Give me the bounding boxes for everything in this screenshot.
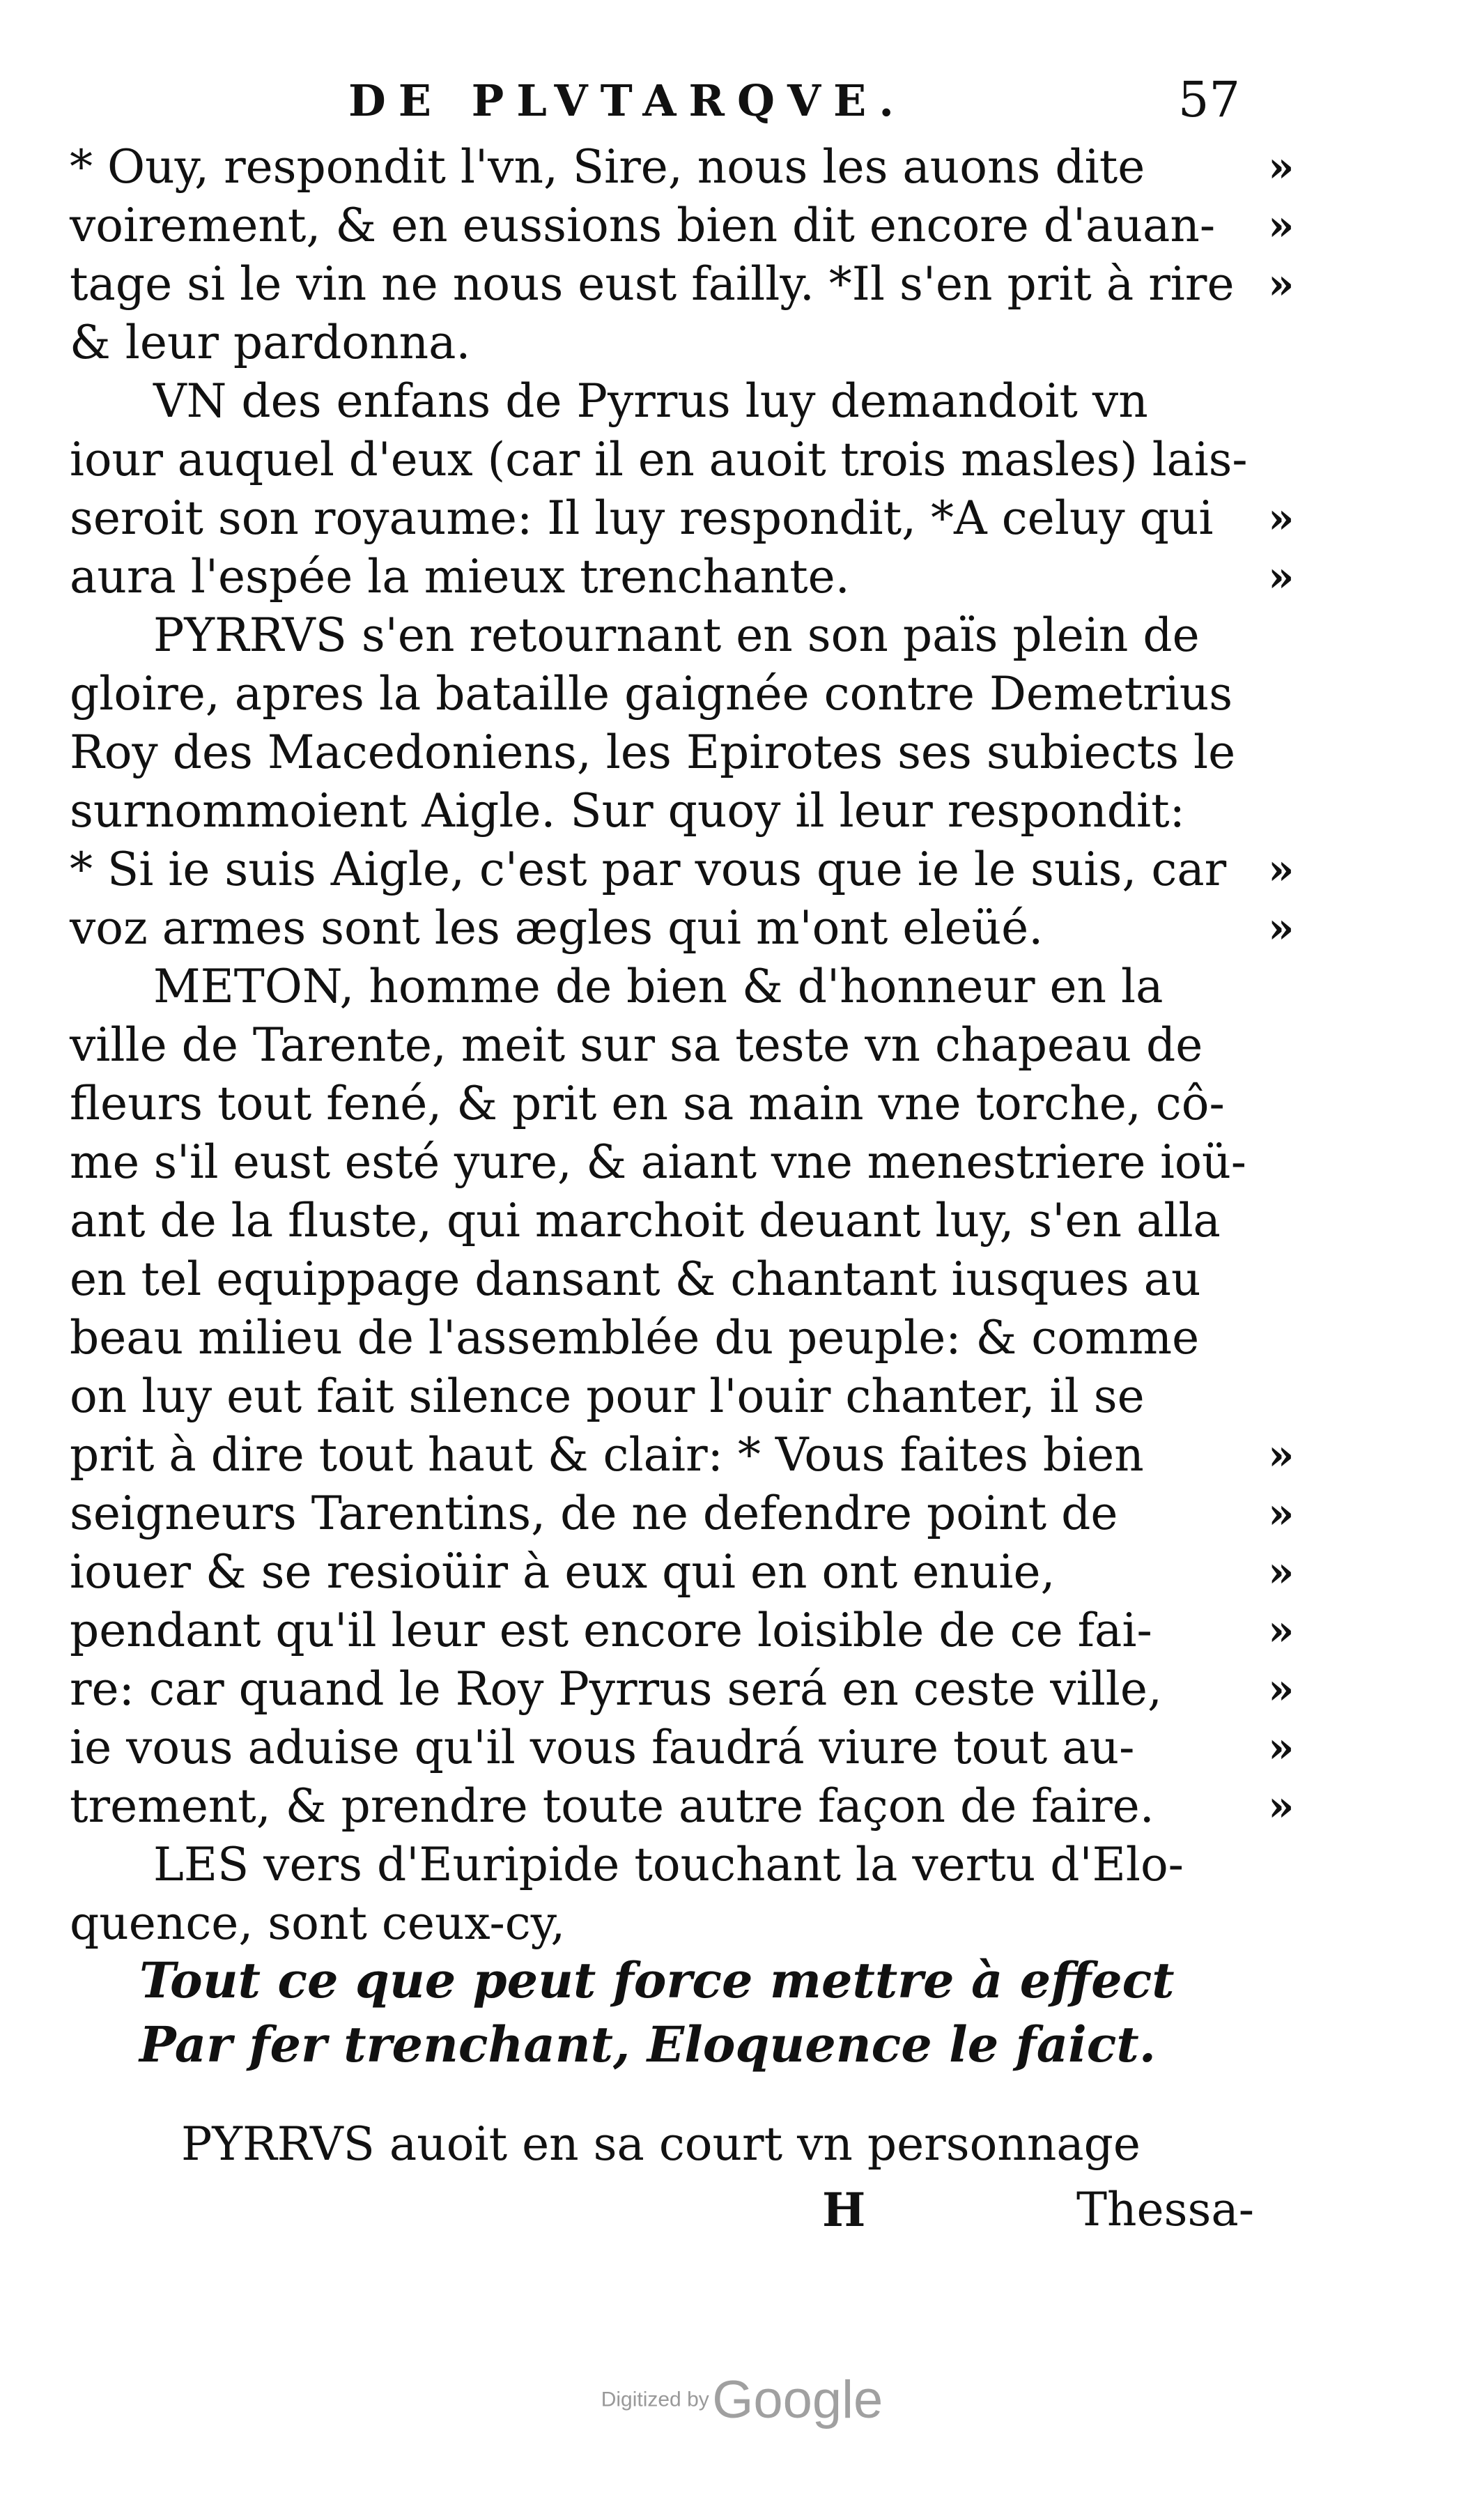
text-line-content: surnommoient Aigle. Sur quoy il leur respondit: — [70, 784, 1185, 838]
text-line-content: VN des enfans de Pyrrus luy demandoit vn — [153, 374, 1148, 428]
text-line-content: voz armes sont les ægles qui m'ont eleüé. — [70, 901, 1044, 955]
text-line-content: prit à dire tout haut & clair: * Vous faites bien — [70, 1428, 1144, 1482]
quotation-mark: » — [1268, 201, 1294, 250]
text-line — [70, 1309, 1247, 1367]
text-line-content: aura l'espée la mieux trenchante. — [70, 550, 850, 604]
text-line — [70, 606, 1247, 665]
text-line-content: pendant qu'il leur est encore loisible de ce fai- — [70, 1604, 1152, 1657]
text-line-content: quence, sont ceux-cy, — [70, 1896, 566, 1950]
text-line-content: * Si ie suis Aigle, c'est par vous que ie le suis, car — [70, 843, 1227, 896]
signature-line — [822, 2179, 1254, 2241]
text-line-content: * Ouy, respondit l'vn, Sire, nous les auons dite — [70, 140, 1145, 194]
text-line — [70, 138, 1294, 197]
verse-line: Par fer trenchant, Eloquence le faict. — [139, 2016, 1157, 2073]
text-line-content: beau milieu de l'assemblée du peuple: & comme — [70, 1311, 1200, 1365]
text-line — [70, 197, 1294, 255]
text-line-content: PYRRVS s'en retournant en son païs plein de — [153, 608, 1200, 662]
text-line-content: ville de Tarente, meit sur sa teste vn chapeau de — [70, 1018, 1203, 1072]
text-line — [70, 1484, 1294, 1543]
text-line — [70, 314, 1247, 372]
text-line — [70, 723, 1247, 782]
quotation-mark: » — [1268, 553, 1294, 601]
text-line-content: Roy des Macedoniens, les Epirotes ses subiects le — [70, 726, 1236, 779]
text-line — [70, 1075, 1247, 1133]
digitization-footer — [0, 2370, 1484, 2430]
text-line — [70, 840, 1294, 899]
text-line — [70, 958, 1247, 1016]
text-line — [70, 1133, 1247, 1192]
closing-line: PYRRVS auoit en sa court vn personnage — [181, 2117, 1141, 2171]
quotation-mark: » — [1268, 494, 1294, 543]
text-line — [70, 899, 1294, 958]
text-line-content: trement, & prendre toute autre façon de faire. — [70, 1779, 1154, 1833]
quotation-mark: » — [1268, 1782, 1294, 1831]
text-line — [70, 1250, 1247, 1309]
text-line-content: en tel equippage dansant & chantant iusques au — [70, 1252, 1201, 1306]
text-line — [70, 1192, 1247, 1250]
quotation-mark: » — [1268, 845, 1294, 894]
text-line — [70, 1426, 1294, 1484]
text-line-content: me s'il eust esté yure, & aiant vne menestriere ioü- — [70, 1135, 1246, 1189]
quotation-mark: » — [1268, 1724, 1294, 1772]
text-line-content: on luy eut fait silence pour l'ouir chanter, il se — [70, 1369, 1145, 1423]
text-line-content: tage si le vin ne nous eust failly. *Il s'en prit à rire — [70, 257, 1235, 311]
text-line — [70, 1367, 1247, 1426]
text-line-content: fleurs tout fené, & prit en sa main vne torche, cô- — [70, 1077, 1225, 1130]
text-line — [70, 372, 1247, 431]
text-line — [70, 255, 1294, 314]
verse-line: Tout ce que peut force mettre à effect — [139, 1951, 1175, 2009]
quotation-mark: » — [1268, 1665, 1294, 1714]
text-line — [70, 1777, 1294, 1836]
text-line — [70, 782, 1247, 840]
text-line — [70, 665, 1247, 723]
text-line-content: LES vers d'Euripide touchant la vertu d'Elo- — [153, 1838, 1184, 1891]
signature-mark: H — [822, 2183, 866, 2237]
quotation-mark: » — [1268, 143, 1294, 192]
quotation-mark: » — [1268, 904, 1294, 953]
text-line-content: iour auquel d'eux (car il en auoit trois masles) lais- — [70, 433, 1248, 486]
text-line — [70, 431, 1247, 489]
text-line-content: seigneurs Tarentins, de ne defendre point de — [70, 1487, 1118, 1540]
page-number: 57 — [1177, 71, 1240, 128]
quotation-mark: » — [1268, 260, 1294, 309]
text-line-content: iouer & se resioüir à eux qui en ont enuie, — [70, 1545, 1056, 1599]
quotation-mark: » — [1268, 1489, 1294, 1538]
catchword: Thessa- — [1076, 2183, 1254, 2236]
text-line — [70, 1894, 1247, 1953]
text-line-content: & leur pardonna. — [70, 316, 471, 369]
text-line-content: ant de la fluste, qui marchoit deuant luy, s'en alla — [70, 1194, 1221, 1248]
digitized-by-text: Digitized by — [601, 2388, 709, 2411]
body-text — [70, 138, 1294, 1953]
quotation-mark: » — [1268, 1606, 1294, 1655]
text-line — [70, 1016, 1247, 1075]
text-line — [70, 489, 1294, 548]
text-line-content: METON, homme de bien & d'honneur en la — [153, 960, 1164, 1013]
text-line-content: ie vous aduise qu'il vous faudrá viure tout au- — [70, 1721, 1135, 1774]
quotation-mark: » — [1268, 1431, 1294, 1480]
verse-quotation — [139, 1949, 1184, 2077]
text-line-content: voirement, & en eussions bien dit encore d'auan- — [70, 199, 1216, 252]
text-line — [70, 1660, 1294, 1719]
quotation-mark: » — [1268, 1548, 1294, 1597]
google-logo: Google — [712, 2370, 883, 2429]
running-title: DE PLVTARQVE. — [348, 75, 906, 126]
page-header — [348, 71, 1240, 138]
text-line — [70, 1602, 1294, 1660]
text-line-content: seroit son royaume: Il luy respondit, *A celuy qui — [70, 491, 1214, 545]
text-line — [70, 548, 1294, 606]
text-line — [70, 1836, 1247, 1894]
text-line — [70, 1719, 1294, 1777]
text-line-content: gloire, apres la bataille gaignée contre Demetrius — [70, 667, 1233, 721]
text-line-content: re: car quand le Roy Pyrrus será en ceste ville, — [70, 1662, 1162, 1716]
text-line — [70, 1543, 1294, 1602]
